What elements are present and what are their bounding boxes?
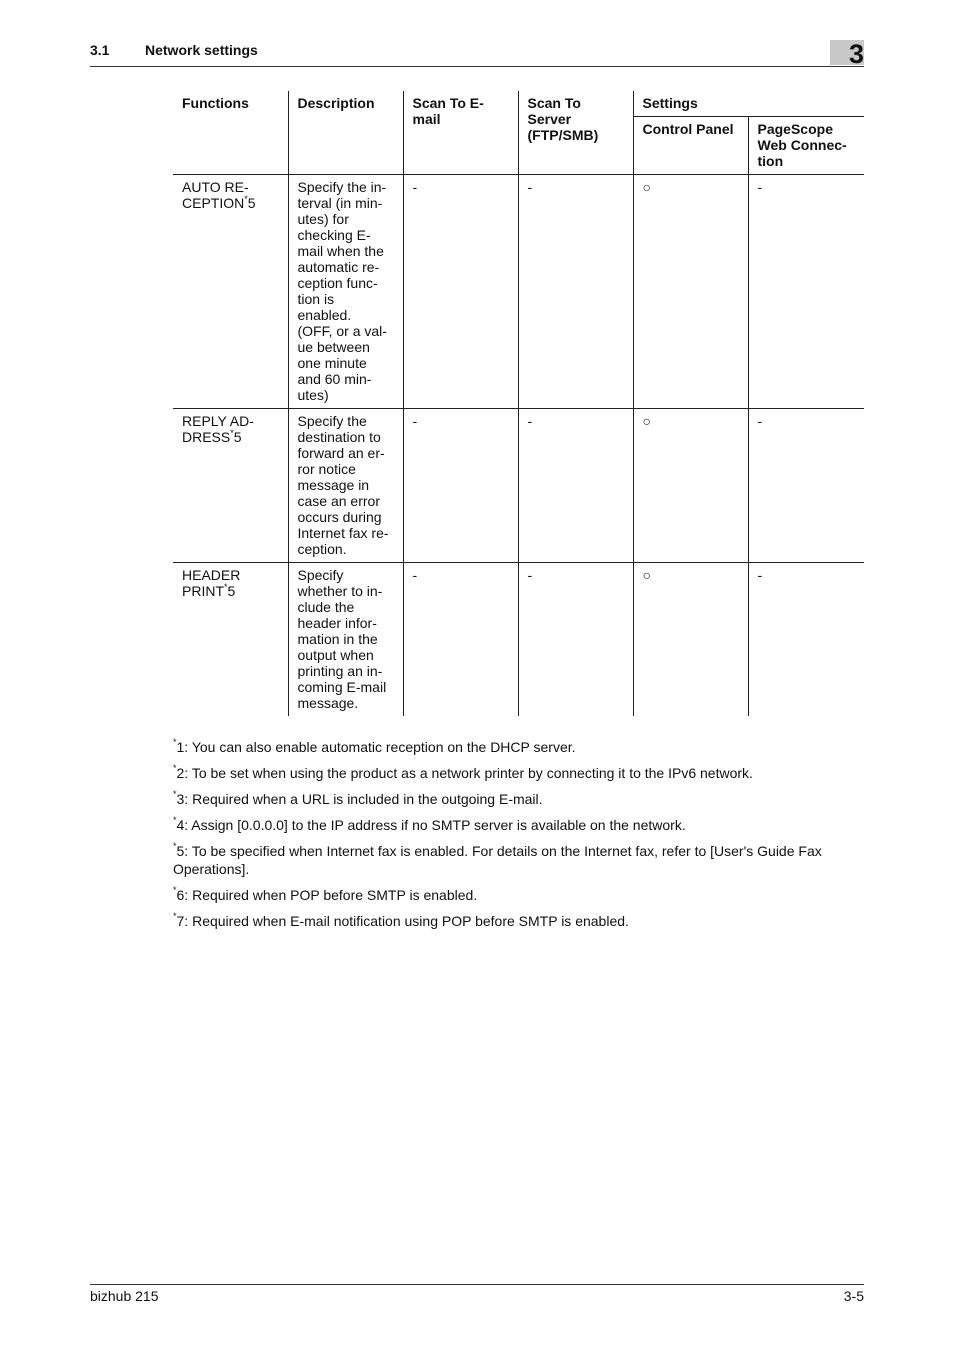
cell-pagescope: - [748, 563, 864, 717]
header-scan-server [518, 91, 633, 175]
description-line: Specify the in- [297, 179, 387, 195]
description-line: (OFF, or a val- [297, 323, 387, 339]
footnote-mark: * [173, 737, 177, 747]
header-scan-server-line: (FTP/SMB) [527, 127, 599, 143]
cell-scan-email: - [403, 175, 518, 409]
table-row [173, 409, 864, 563]
cell-scan-server: - [518, 175, 633, 409]
function-line [182, 429, 280, 445]
function-suffix: 5 [227, 583, 236, 599]
section-title: Network settings [145, 42, 258, 58]
page-header [90, 40, 864, 67]
header-scan-email [403, 91, 518, 175]
header-scan-server-line: Server [527, 111, 572, 127]
header-pagescope-line: Web Connec- [757, 137, 847, 153]
chapter-number: 3 [848, 39, 864, 69]
description-line: occurs during [297, 509, 382, 525]
description-line: coming E-mail [297, 679, 387, 695]
footnote-text: 4: Assign [0.0.0.0] to the IP address if no SMTP server is available on the network. [176, 817, 686, 833]
footnote-text: 5: To be specified when Internet fax is enabled. For details on the Internet fax, refer to [User's Guide Fax Operations]. [173, 843, 822, 877]
cell-scan-server: - [518, 563, 633, 717]
description-line: output when [297, 647, 374, 663]
description-line: ror notice [297, 461, 356, 477]
footnote-text: 6: Required when POP before SMTP is enabled. [176, 887, 478, 903]
product-name: bizhub 215 [90, 1288, 159, 1304]
footnote [173, 790, 863, 808]
description-line: message. [297, 695, 359, 711]
footnote [173, 738, 863, 756]
footnote-mark: * [173, 815, 177, 825]
description-line: message in [297, 477, 370, 493]
description-line: utes) for [297, 211, 349, 227]
description-line: mail when the [297, 243, 384, 259]
description-line: case an error [297, 493, 380, 509]
footnote-marker: * [230, 428, 234, 438]
description-line: destination to [297, 429, 381, 445]
header-scan-server-line: Scan To [527, 95, 581, 111]
description-line: automatic re- [297, 259, 380, 275]
cell-control-panel: ○ [633, 175, 748, 409]
description-line: clude the [297, 599, 355, 615]
description-line: forward an er- [297, 445, 385, 461]
functions-table [173, 91, 864, 716]
function-suffix: 5 [233, 429, 242, 445]
description-line: printing an in- [297, 663, 383, 679]
footnote-text: 1: You can also enable automatic reception on the DHCP server. [176, 739, 576, 755]
description-line: Specify the [297, 413, 367, 429]
function-line [182, 583, 280, 599]
header-description: Description [288, 91, 403, 175]
function-suffix: 5 [247, 195, 256, 211]
header-functions: Functions [173, 91, 288, 175]
description-line: mation in the [297, 631, 378, 647]
function-line: HEADER [182, 567, 241, 583]
function-line: AUTO RE- [182, 179, 249, 195]
footnote-mark: * [173, 885, 177, 895]
description-line: whether to in- [297, 583, 383, 599]
footnote-text: 3: Required when a URL is included in the outgoing E-mail. [176, 791, 543, 807]
description-line: terval (in min- [297, 195, 383, 211]
header-control-panel: Control Panel [633, 117, 748, 175]
cell-control-panel: ○ [633, 409, 748, 563]
description-line: Specify [297, 567, 344, 583]
description-line: one minute [297, 355, 367, 371]
footnote [173, 886, 863, 904]
cell-scan-email: - [403, 409, 518, 563]
header-pagescope [748, 117, 864, 175]
cell-description [288, 563, 403, 717]
table-row [173, 175, 864, 409]
cell-description [288, 409, 403, 563]
header-scan-email-line: mail [412, 111, 441, 127]
description-line: ue between [297, 339, 370, 355]
footnote [173, 842, 863, 878]
cell-scan-email: - [403, 563, 518, 717]
cell-function [173, 563, 288, 717]
description-line: header infor- [297, 615, 377, 631]
footnote-marker: * [224, 582, 228, 592]
cell-pagescope: - [748, 175, 864, 409]
function-text: DRESS [182, 429, 231, 445]
page-number: 3-5 [843, 1288, 864, 1304]
function-line: REPLY AD- [182, 413, 254, 429]
chapter-badge [830, 39, 864, 69]
header-pagescope-line: PageScope [757, 121, 833, 137]
header-scan-email-line: Scan To E- [412, 95, 484, 111]
header-pagescope-line: tion [757, 153, 784, 169]
cell-function [173, 175, 288, 409]
footnote-mark: * [173, 789, 177, 799]
description-line: tion is [297, 291, 335, 307]
description-line: checking E- [297, 227, 371, 243]
cell-control-panel: ○ [633, 563, 748, 717]
description-line: Internet fax re- [297, 525, 389, 541]
description-line: ception. [297, 541, 347, 557]
footnote [173, 816, 863, 834]
footnote-text: 7: Required when E-mail notification using POP before SMTP is enabled. [176, 913, 629, 929]
function-line [182, 195, 280, 211]
footnote-marker: * [244, 194, 248, 204]
function-text: PRINT [182, 583, 224, 599]
footnote [173, 764, 863, 782]
footnote-mark: * [173, 763, 177, 773]
footnote-mark: * [173, 911, 177, 921]
description-line: ception func- [297, 275, 378, 291]
header-settings: Settings [633, 91, 864, 117]
footnote-mark: * [173, 841, 177, 851]
function-text: CEPTION [182, 195, 245, 211]
page-footer [90, 1284, 864, 1309]
cell-scan-server: - [518, 409, 633, 563]
section-number: 3.1 [90, 42, 110, 58]
description-line: utes) [297, 387, 329, 403]
footnote-text: 2: To be set when using the product as a network printer by connecting it to the IPv6 network. [176, 765, 753, 781]
cell-description [288, 175, 403, 409]
footnote [173, 912, 863, 930]
cell-pagescope: - [748, 409, 864, 563]
cell-function [173, 409, 288, 563]
description-line: enabled. [297, 307, 352, 323]
table-row [173, 563, 864, 717]
footnotes [173, 738, 863, 938]
description-line: and 60 min- [297, 371, 372, 387]
